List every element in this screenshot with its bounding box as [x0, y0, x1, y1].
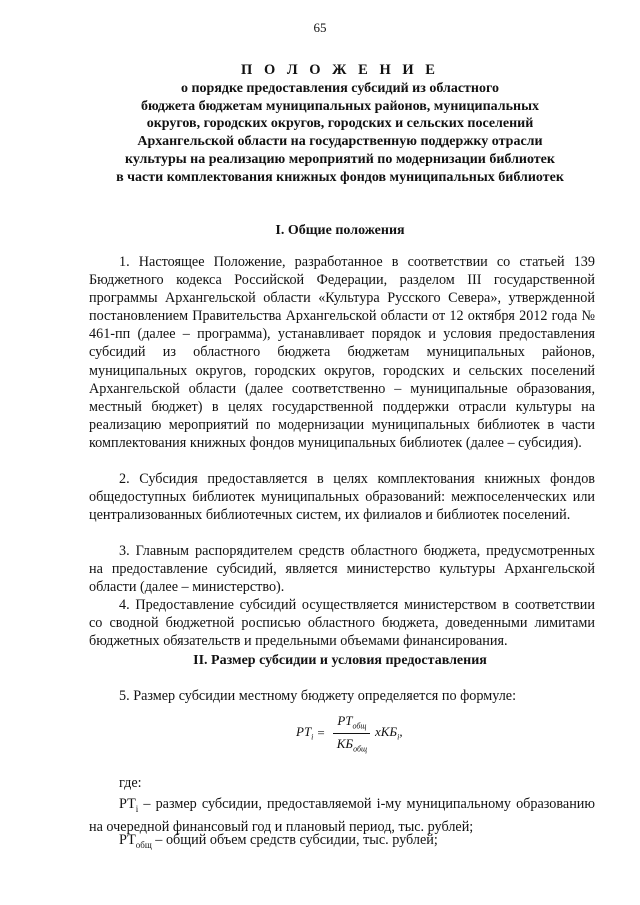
title-heading: П О Л О Ж Е Н И Е — [241, 62, 439, 78]
section-heading-subsidy-size: II. Размер субсидии и условия предоставления — [193, 653, 487, 668]
title-line: Архангельской области на государственную поддержку отрасли — [137, 134, 543, 150]
title-line: округов, городских округов, городских и сельских поселений — [146, 116, 534, 132]
formula-numerator: $РТ_{общ}$ — [333, 713, 370, 734]
formula-intro: 5. Размер субсидии местному бюджету определяется по формуле: — [119, 688, 517, 704]
paragraph-3: 3. Главным распорядителем средств областного бюджета, предусмотренных на предоставление субсидий, является министерство культуры Архангельской области (далее – министерство). — [89, 543, 595, 596]
title-line: в части комплектования книжных фондов муниципальных библиотек — [116, 169, 564, 185]
formula-equals: = — [317, 725, 325, 741]
definition-rt-total: $РТ_{общ}$ – общий объем средств субсидии, тыс. рублей; — [119, 832, 438, 850]
title-line: культуры на реализацию мероприятий по модернизации библиотек — [125, 151, 555, 167]
formula-lhs: $РТ_i$ — [296, 724, 314, 742]
document-title — [60, 62, 620, 187]
formula-multiplier: хКБ$_i$, — [375, 724, 403, 742]
paragraph-1: 1. Настоящее Положение, разработанное в соответствии со статьей 139 Бюджетного кодекса Российской Федерации, разделом III государственной программы Архангельской области «Культура Русского Севера», утвержденной постановлением Правительства Архангельской области от 12 октября 2012 года № 461-пп (далее – программа), устанавливает порядок и условия предоставления субсидий из областного бюджета бюджетам муниципальных районов, муниципальных округов, городских округов, городских и сельских поселений Архангельской области (далее соответственно – муниципальные образования, местный бюджет) в целях государственной поддержки отрасли культуры на реализацию мероприятий по модернизации муниципальных библиотек в части комплектования книжных фондов муниципальных библиотек (далее – субсидия). — [89, 254, 595, 451]
definition-rt-i: $РТ_i$ – размер субсидии, предоставляемой i-му муниципальному образованию на очередной финансовый год и плановый период, тыс. рублей; — [89, 796, 595, 835]
title-line: бюджета бюджетам муниципальных районов, муниципальных — [140, 98, 540, 114]
paragraph-2: 2. Субсидия предоставляется в целях комплектования книжных фондов общедоступных библиотек муниципальных образований: межпоселенческих или централизованных библиотечных систем, их филиалов и библиотек поселений. — [89, 471, 595, 524]
where-label: где: — [119, 775, 142, 791]
subsidy-formula — [296, 713, 403, 753]
title-line: о порядке предоставления субсидий из областного — [180, 80, 500, 96]
paragraph-4: 4. Предоставление субсидий осуществляется министерством в соответствии со сводной бюджетной росписью областного бюджета, доведенными лимитами бюджетных обязательств и предельными объемами финансирования. — [89, 597, 595, 650]
formula-fraction — [333, 713, 371, 753]
section-heading-general: I. Общие положения — [275, 223, 405, 238]
page-number: 65 — [313, 20, 327, 35]
formula-denominator: $КБ_{общ}$ — [336, 735, 368, 754]
